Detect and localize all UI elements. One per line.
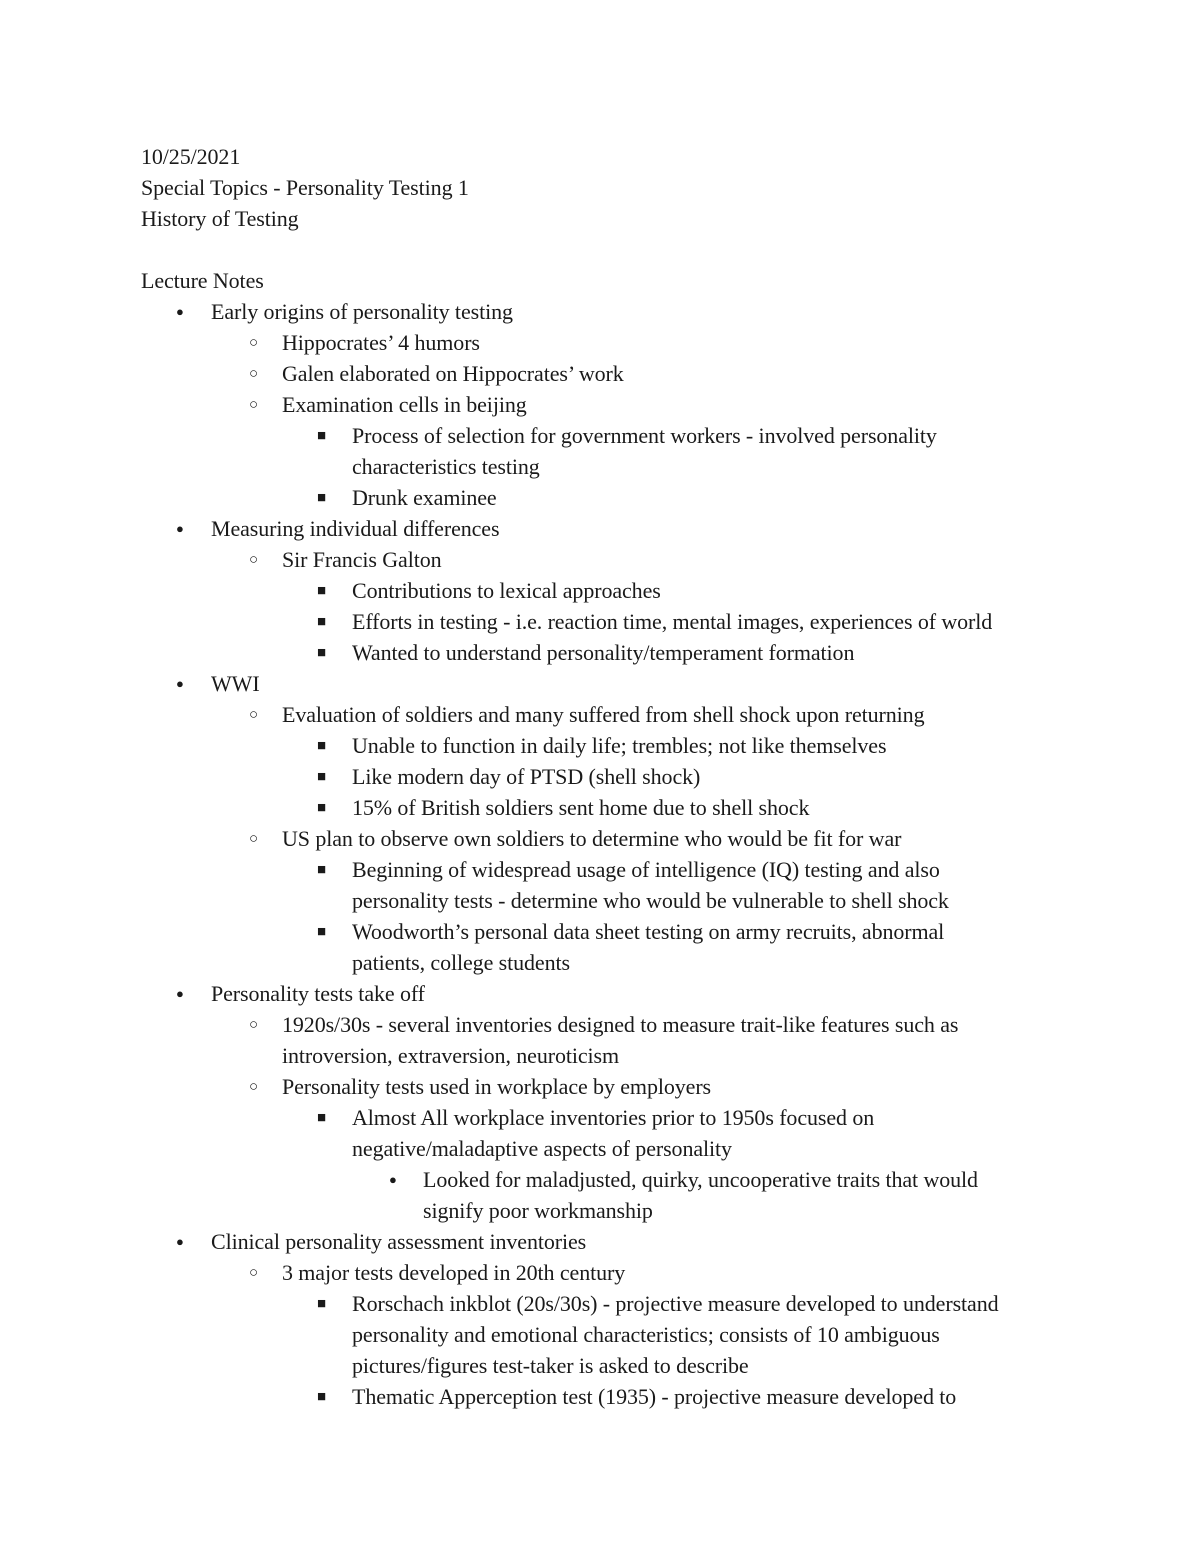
square-bullet-icon (317, 761, 326, 793)
note-line: patients, college students (352, 950, 570, 975)
note-line: Evaluation of soldiers and many suffered from shell shock upon returning (282, 702, 925, 727)
circle-bullet-icon (249, 389, 258, 421)
note-line: Clinical personality assessment inventories (211, 1229, 587, 1254)
note-line: personality tests - determine who would be vulnerable to shell shock (352, 888, 949, 913)
square-bullet-icon (317, 575, 326, 607)
note-line: Contributions to lexical approaches (352, 578, 661, 603)
square-bullet-icon (317, 1381, 326, 1413)
circle-bullet-icon (249, 1071, 258, 1103)
note-line: Hippocrates’ 4 humors (282, 330, 480, 355)
circle-bullet-icon (249, 327, 258, 359)
note-line: Efforts in testing - i.e. reaction time, mental images, experiences of world (352, 609, 993, 634)
note-line: Personality tests take off (211, 981, 425, 1006)
topic-title: History of Testing (141, 206, 299, 231)
note-line: Galen elaborated on Hippocrates’ work (282, 361, 624, 386)
note-line: Wanted to understand personality/temperament formation (352, 640, 855, 665)
note-line: signify poor workmanship (423, 1198, 653, 1223)
disc-bullet-icon (176, 668, 184, 699)
note-line: Drunk examinee (352, 485, 497, 510)
note-line: Woodworth’s personal data sheet testing on army recruits, abnormal (352, 919, 945, 944)
note-line: personality and emotional characteristics; consists of 10 ambiguous (352, 1322, 940, 1347)
course-title: Special Topics - Personality Testing 1 (141, 175, 469, 200)
note-line: Personality tests used in workplace by employers (282, 1074, 712, 1099)
note-line: characteristics testing (352, 454, 540, 479)
square-bullet-icon (317, 854, 326, 886)
circle-bullet-icon (249, 1257, 258, 1289)
note-line: 15% of British soldiers sent home due to shell shock (352, 795, 810, 820)
square-bullet-icon (317, 420, 326, 452)
disc-bullet-icon (176, 513, 184, 544)
note-line: US plan to observe own soldiers to determine who would be fit for war (282, 826, 902, 851)
note-line: Beginning of widespread usage of intelligence (IQ) testing and also (352, 857, 940, 882)
note-line: 3 major tests developed in 20th century (282, 1260, 626, 1285)
square-bullet-icon (317, 730, 326, 762)
note-line: Rorschach inkblot (20s/30s) - projective measure developed to understand (352, 1291, 999, 1316)
square-bullet-icon (317, 1288, 326, 1320)
note-line: Unable to function in daily life; trembles; not like themselves (352, 733, 887, 758)
note-line: Sir Francis Galton (282, 547, 442, 572)
square-bullet-icon (317, 916, 326, 948)
circle-bullet-icon (249, 358, 258, 390)
circle-bullet-icon (249, 699, 258, 731)
disc-bullet-icon (176, 296, 184, 327)
note-line: Measuring individual differences (211, 516, 500, 541)
disc-bullet-icon (176, 978, 184, 1009)
note-line: WWI (211, 671, 260, 696)
note-line: 1920s/30s - several inventories designed to measure trait-like features such as (282, 1012, 959, 1037)
disc-bullet-icon (389, 1164, 397, 1195)
note-line: negative/maladaptive aspects of personality (352, 1136, 732, 1161)
date-line: 10/25/2021 (141, 144, 241, 169)
note-line: Almost All workplace inventories prior to 1950s focused on (352, 1105, 875, 1130)
disc-bullet-icon (176, 1226, 184, 1257)
square-bullet-icon (317, 1102, 326, 1134)
note-line: Early origins of personality testing (211, 299, 513, 324)
square-bullet-icon (317, 606, 326, 638)
square-bullet-icon (317, 482, 326, 514)
note-line: Like modern day of PTSD (shell shock) (352, 764, 701, 789)
square-bullet-icon (317, 637, 326, 669)
note-line: Examination cells in beijing (282, 392, 527, 417)
note-line: Thematic Apperception test (1935) - projective measure developed to (352, 1384, 957, 1409)
circle-bullet-icon (249, 1009, 258, 1041)
square-bullet-icon (317, 792, 326, 824)
section-title: Lecture Notes (141, 268, 264, 293)
note-line: Looked for maladjusted, quirky, uncooperative traits that would (423, 1167, 978, 1192)
note-line: Process of selection for government workers - involved personality (352, 423, 937, 448)
circle-bullet-icon (249, 823, 258, 855)
note-line: introversion, extraversion, neuroticism (282, 1043, 620, 1068)
circle-bullet-icon (249, 544, 258, 576)
note-line: pictures/figures test-taker is asked to describe (352, 1353, 749, 1378)
